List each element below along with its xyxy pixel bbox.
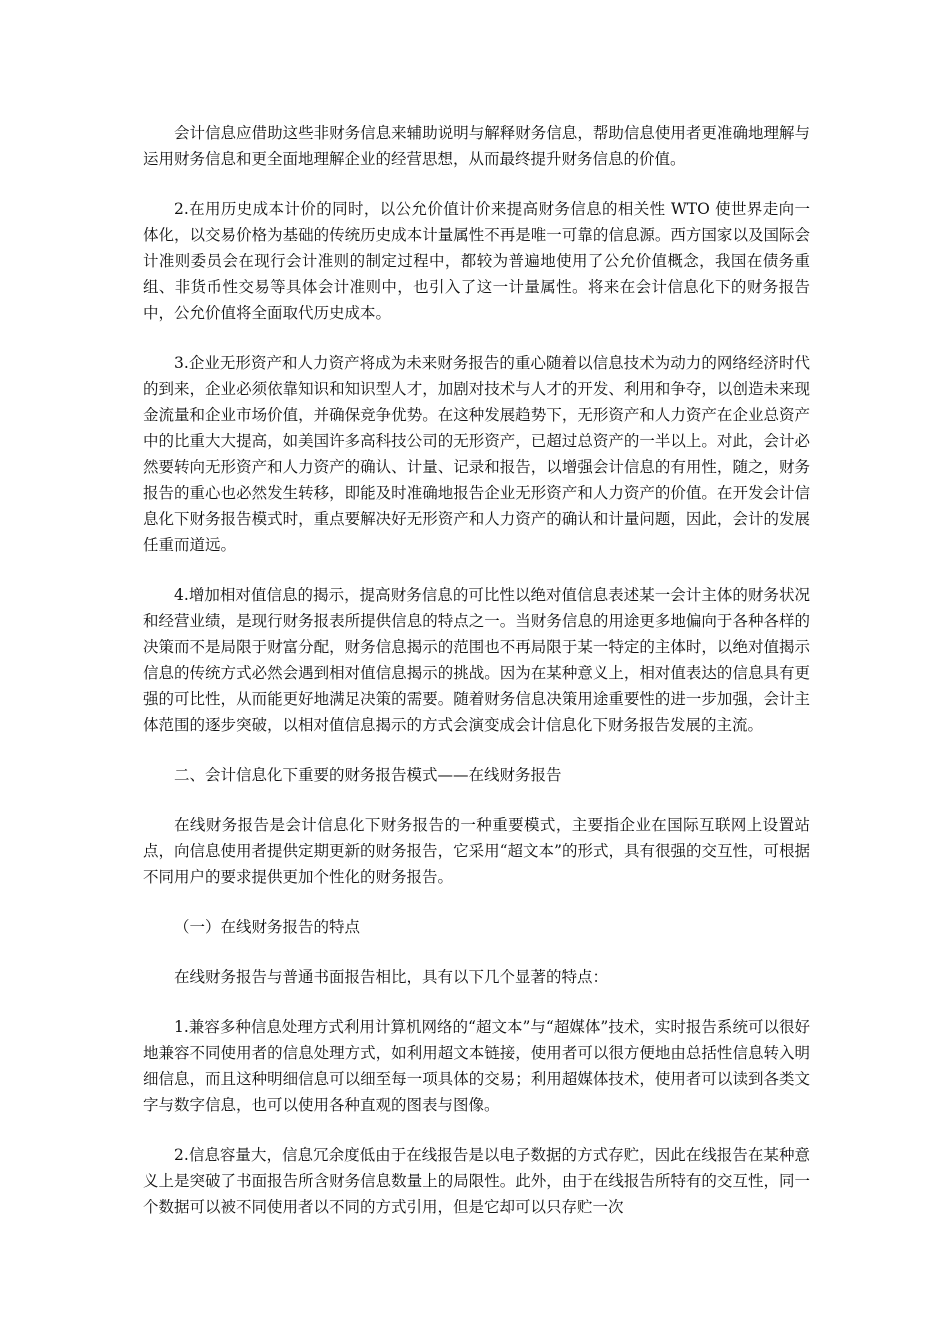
paragraph-feature-1: 1.兼容多种信息处理方式利用计算机网络的“超文本”与“超媒体”技术，实时报告系统可以很好地兼容不同使用者的信息处理方式，如利用超文本链接，使用者可以很方便地由总括性信息转入明细信息，而且这种明细信息可以细至每一项具体的交易；利用超媒体技术，使用者可以读到各类文字与数字信息，也可以使用各种直观的图表与图像。: [143, 1018, 810, 1114]
paragraph-online-reporting-definition: 在线财务报告是会计信息化下财务报告的一种重要模式，主要指企业在国际互联网上设置站点，向信息使用者提供定期更新的财务报告，它采用“超文本”的形式，具有很强的交互性，可根据不同用户的要求提供更加个性化的财务报告。: [143, 816, 810, 886]
paragraph-features-intro: 在线财务报告与普通书面报告相比，具有以下几个显著的特点：: [174, 968, 609, 986]
document-page: [143, 120, 810, 1244]
paragraph-feature-2: 2.信息容量大，信息冗余度低由于在线报告是以电子数据的方式存贮，因此在线报告在某种意义上是突破了书面报告所含财务信息数量上的局限性。此外，由于在线报告所特有的交互性，同一个数据可以被不同使用者以不同的方式引用，但是它却可以只存贮一次: [143, 1146, 810, 1216]
paragraph-intro: 会计信息应借助这些非财务信息来辅助说明与解释财务信息，帮助信息使用者更准确地理解与运用财务信息和更全面地理解企业的经营思想，从而最终提升财务信息的价值。: [143, 124, 810, 168]
paragraph-intangible-assets: 3.企业无形资产和人力资产将成为未来财务报告的重心随着以信息技术为动力的网络经济时代的到来，企业必须依靠知识和知识型人才，加剧对技术与人才的开发、利用和争夺，以创造未来现金流量和企业市场价值，并确保竞争优势。在这种发展趋势下，无形资产和人力资产在企业总资产中的比重大大提高，如美国许多高科技公司的无形资产，已超过总资产的一半以上。对此，会计必然要转向无形资产和人力资产的确认、计量、记录和报告，以增强会计信息的有用性，随之，财务报告的重心也必然发生转移，即能及时准确地报告企业无形资产和人力资产的价值。在开发会计信息化下财务报告模式时，重点要解决好无形资产和人力资产的确认和计量问题，因此，会计的发展任重而道远。: [143, 354, 810, 554]
paragraph-relative-values: 4.增加相对值信息的揭示，提高财务信息的可比性以绝对值信息表述某一会计主体的财务状况和经营业绩，是现行财务报表所提供信息的特点之一。当财务信息的用途更多地偏向于各种各样的决策而不是局限于财富分配，财务信息揭示的范围也不再局限于某一特定的主体时，以绝对值揭示信息的传统方式必然会遇到相对值信息揭示的挑战。因为在某种意义上，相对值表达的信息具有更强的可比性，从而能更好地满足决策的需要。随着财务信息决策用途重要性的进一步加强，会计主体范围的逐步突破，以相对值信息揭示的方式会演变成会计信息化下财务报告发展的主流。: [143, 586, 810, 734]
subsection-heading-features: （一）在线财务报告的特点: [174, 918, 361, 936]
section-heading-online-reporting: 二、会计信息化下重要的财务报告模式——在线财务报告: [174, 766, 562, 784]
paragraph-fair-value: 2.在用历史成本计价的同时，以公允价值计价来提高财务信息的相关性 WTO 使世界走向一体化，以交易价格为基础的传统历史成本计量属性不再是唯一可靠的信息源。西方国家以及国际会计准则委员会在现行会计准则的制定过程中，都较为普遍地使用了公允价值概念，我国在债务重组、非货币性交易等具体会计准则中，也引入了这一计量属性。将来在会计信息化下的财务报告中，公允价值将全面取代历史成本。: [143, 200, 810, 322]
